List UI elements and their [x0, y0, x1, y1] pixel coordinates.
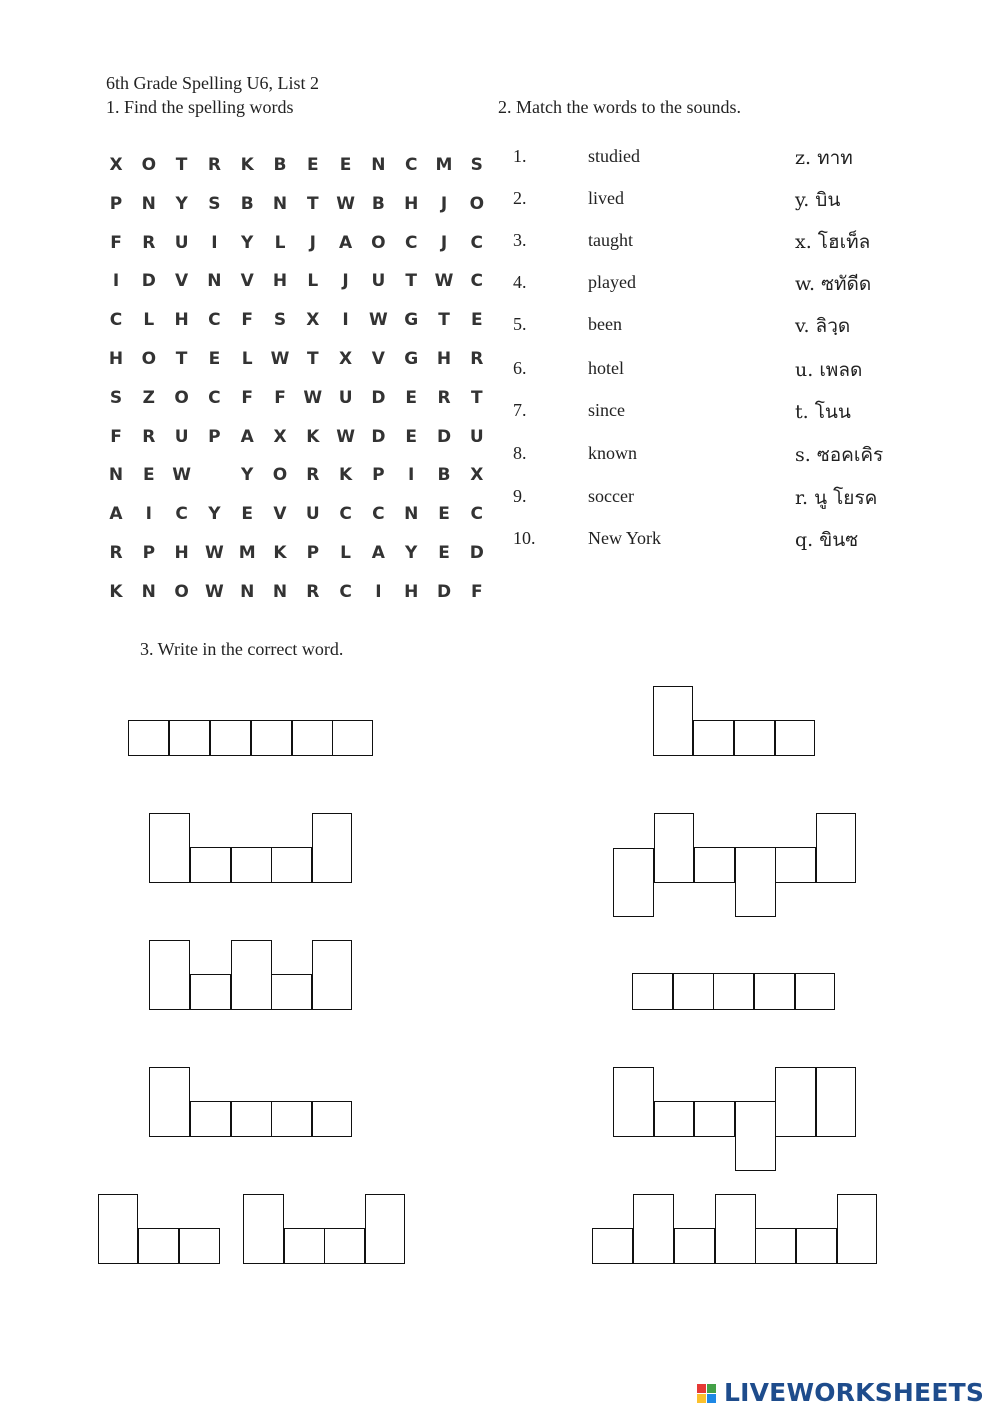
letter-box[interactable] — [231, 847, 272, 883]
grid-letter[interactable]: H — [272, 271, 288, 292]
match-sound[interactable]: q. ขินซ — [795, 529, 859, 551]
match-number: 6. — [513, 358, 527, 378]
grid-letter[interactable]: W — [303, 387, 323, 408]
match-number: 4. — [513, 272, 527, 292]
grid-letter[interactable]: P — [372, 465, 385, 486]
match-sound[interactable]: u. เพลด — [795, 359, 863, 381]
grid-letter[interactable]: C — [175, 504, 188, 525]
grid-letter[interactable]: U — [174, 426, 189, 447]
grid-letter[interactable]: P — [208, 426, 221, 447]
grid-letter[interactable]: A — [371, 543, 385, 563]
letter-box[interactable] — [149, 813, 190, 883]
match-number: 10. — [513, 528, 536, 548]
grid-letter[interactable]: F — [110, 232, 122, 253]
grid-letter[interactable]: P — [109, 193, 123, 214]
letter-box[interactable] — [673, 973, 714, 1010]
grid-letter[interactable]: E — [438, 543, 450, 563]
grid-letter[interactable]: F — [241, 310, 253, 331]
match-word: taught — [588, 230, 633, 250]
grid-letter[interactable]: D — [371, 426, 386, 447]
grid-letter[interactable]: N — [240, 581, 255, 602]
grid-letter[interactable]: Y — [405, 543, 418, 563]
match-sound[interactable]: s. ซอคเคิร — [795, 444, 884, 466]
grid-letter[interactable]: N — [371, 155, 386, 175]
grid-letter[interactable]: C — [109, 310, 123, 331]
grid-letter[interactable]: F — [470, 581, 483, 602]
match-sound[interactable]: z. ทาท — [795, 147, 853, 169]
letter-box[interactable] — [312, 813, 352, 883]
grid-letter[interactable]: J — [440, 193, 448, 214]
letter-box[interactable] — [149, 940, 190, 1010]
letter-box[interactable] — [633, 1194, 674, 1264]
worksheet-title: 6th Grade Spelling U6, List 2 — [106, 73, 319, 93]
grid-letter[interactable]: R — [142, 426, 156, 447]
grid-letter[interactable]: C — [372, 504, 385, 525]
grid-letter[interactable]: W — [369, 310, 388, 331]
match-number: 1. — [513, 146, 527, 166]
grid-letter[interactable]: C — [470, 232, 484, 253]
letter-box[interactable] — [795, 973, 835, 1010]
match-word: New York — [588, 528, 662, 548]
letter-box[interactable] — [190, 1101, 231, 1137]
grid-letter[interactable]: S — [273, 310, 287, 331]
letter-box[interactable] — [312, 1101, 352, 1137]
grid-letter[interactable]: K — [240, 155, 254, 175]
letter-box[interactable] — [138, 1228, 179, 1264]
letter-box[interactable] — [149, 1067, 190, 1137]
letter-box[interactable] — [693, 720, 734, 756]
match-number: 5. — [513, 314, 527, 334]
letter-box[interactable] — [775, 720, 815, 756]
grid-letter[interactable]: E — [142, 465, 155, 486]
grid-letter[interactable]: A — [109, 504, 123, 525]
grid-letter[interactable]: T — [175, 155, 188, 175]
grid-letter[interactable]: L — [340, 543, 352, 563]
letter-box[interactable] — [816, 813, 856, 883]
grid-letter[interactable]: D — [141, 271, 156, 292]
grid-letter[interactable]: X — [273, 426, 287, 447]
grid-letter[interactable]: C — [208, 387, 221, 408]
grid-letter[interactable]: C — [470, 271, 484, 292]
match-number: 7. — [513, 400, 527, 420]
letter-box[interactable] — [734, 720, 775, 756]
grid-letter[interactable]: J — [440, 232, 448, 253]
grid-letter[interactable]: B — [437, 465, 451, 486]
grid-letter[interactable]: W — [434, 271, 454, 292]
liveworksheets-brand: LIVEWORKSHEETS — [724, 1378, 985, 1407]
letter-box[interactable] — [231, 940, 272, 1010]
grid-letter[interactable]: W — [270, 349, 290, 369]
letter-box[interactable] — [179, 1228, 220, 1264]
grid-letter[interactable]: R — [470, 349, 484, 369]
grid-letter[interactable]: I — [211, 232, 218, 253]
grid-letter[interactable]: W — [336, 426, 355, 447]
grid-letter[interactable]: N — [272, 193, 288, 214]
grid-letter[interactable]: E — [438, 504, 450, 525]
section-2-heading: 2. Match the words to the sounds. — [498, 97, 741, 117]
grid-letter[interactable]: H — [174, 543, 189, 563]
letter-box[interactable] — [210, 720, 251, 756]
grid-letter[interactable]: F — [274, 387, 286, 408]
letter-box[interactable] — [324, 1228, 365, 1264]
section-3-heading: 3. Write in the correct word. — [140, 639, 344, 659]
match-sound[interactable]: y. บิน — [795, 189, 841, 211]
match-number: 9. — [513, 486, 527, 506]
grid-letter[interactable]: K — [109, 581, 123, 602]
grid-letter[interactable]: L — [241, 349, 253, 369]
grid-letter[interactable]: I — [408, 465, 415, 486]
grid-letter[interactable]: W — [172, 465, 191, 486]
grid-letter[interactable]: K — [273, 543, 287, 563]
letter-box[interactable] — [613, 1067, 654, 1137]
grid-letter[interactable]: T — [405, 271, 417, 292]
grid-letter[interactable]: N — [141, 581, 156, 602]
grid-letter[interactable]: E — [405, 387, 417, 408]
grid-letter[interactable]: C — [404, 232, 418, 253]
match-sound[interactable]: v. ลิวฺด — [795, 315, 851, 337]
grid-letter[interactable]: H — [174, 310, 189, 331]
grid-letter[interactable]: D — [469, 543, 484, 563]
grid-letter[interactable]: Y — [208, 504, 221, 525]
letter-box[interactable] — [190, 974, 231, 1010]
letter-box[interactable] — [694, 1101, 735, 1137]
letter-box[interactable] — [271, 1101, 312, 1137]
grid-letter[interactable]: R — [306, 581, 320, 602]
grid-letter[interactable]: W — [336, 193, 355, 214]
letter-box[interactable] — [284, 1228, 325, 1264]
letter-box[interactable] — [654, 813, 694, 883]
letter-box[interactable] — [694, 847, 735, 883]
letter-box[interactable] — [754, 973, 795, 1010]
match-sound[interactable]: w. ซทัดีด — [795, 273, 872, 295]
grid-letter[interactable]: X — [306, 310, 320, 331]
match-number: 8. — [513, 443, 527, 463]
grid-letter[interactable]: E — [208, 349, 221, 369]
grid-letter[interactable]: E — [405, 426, 417, 447]
letter-box[interactable] — [365, 1194, 405, 1264]
grid-letter[interactable]: V — [273, 504, 287, 525]
letter-box[interactable] — [713, 973, 754, 1010]
grid-letter[interactable]: E — [306, 155, 319, 175]
grid-letter[interactable]: T — [306, 193, 319, 214]
grid-letter[interactable]: E — [241, 504, 253, 525]
letter-box[interactable] — [271, 847, 312, 883]
grid-letter[interactable]: C — [470, 504, 484, 525]
grid-letter[interactable] — [198, 456, 230, 494]
grid-letter[interactable]: L — [274, 232, 286, 253]
match-word: known — [588, 443, 637, 463]
letter-box[interactable] — [243, 1194, 284, 1264]
grid-letter[interactable]: T — [306, 349, 319, 369]
grid-letter[interactable]: T — [470, 387, 483, 408]
grid-letter[interactable]: X — [109, 155, 123, 175]
grid-letter[interactable]: Y — [241, 465, 254, 486]
letter-box[interactable] — [816, 1067, 856, 1137]
grid-letter[interactable]: J — [309, 232, 316, 253]
grid-letter[interactable]: K — [306, 426, 320, 447]
letter-box[interactable] — [613, 848, 654, 917]
grid-letter[interactable]: O — [174, 581, 189, 602]
grid-letter[interactable]: E — [339, 155, 352, 175]
letter-box[interactable] — [735, 1101, 776, 1171]
grid-letter[interactable]: N — [404, 504, 419, 525]
grid-letter[interactable]: S — [470, 155, 483, 175]
grid-letter[interactable]: R — [306, 465, 320, 486]
grid-letter[interactable]: V — [240, 271, 254, 292]
match-word: played — [588, 272, 636, 292]
grid-letter[interactable]: H — [108, 349, 124, 369]
match-word: soccer — [588, 486, 634, 506]
grid-letter[interactable]: U — [174, 232, 189, 253]
grid-letter[interactable]: X — [339, 349, 353, 369]
grid-letter[interactable]: U — [469, 426, 484, 447]
grid-letter[interactable]: Z — [142, 387, 155, 408]
grid-letter[interactable]: D — [436, 581, 452, 602]
letter-box[interactable] — [653, 686, 693, 756]
letter-box[interactable] — [128, 720, 169, 756]
grid-letter[interactable]: G — [404, 310, 419, 331]
grid-letter[interactable]: U — [371, 271, 386, 292]
grid-letter[interactable]: R — [109, 543, 123, 563]
grid-letter[interactable]: U — [338, 387, 353, 408]
letter-box[interactable] — [632, 973, 673, 1010]
letter-box[interactable] — [312, 940, 352, 1010]
grid-letter[interactable]: F — [110, 426, 122, 447]
grid-letter[interactable]: R — [142, 232, 156, 253]
letter-box[interactable] — [251, 720, 292, 756]
match-number: 2. — [513, 188, 527, 208]
grid-letter[interactable]: I — [145, 504, 152, 525]
match-word: lived — [588, 188, 624, 208]
grid-letter[interactable]: H — [436, 349, 452, 369]
grid-letter[interactable]: B — [371, 193, 385, 214]
match-word: since — [588, 400, 625, 420]
grid-letter[interactable]: L — [143, 310, 155, 331]
grid-letter[interactable]: U — [305, 504, 320, 525]
grid-letter[interactable]: Y — [175, 193, 188, 214]
grid-letter[interactable]: E — [470, 310, 483, 331]
grid-letter[interactable]: V — [175, 271, 189, 292]
grid-letter[interactable]: C — [339, 504, 352, 525]
match-sound[interactable]: r. นู โยรค — [795, 487, 878, 509]
grid-letter[interactable]: N — [272, 581, 288, 602]
grid-letter[interactable]: N — [108, 465, 124, 486]
grid-letter[interactable]: S — [208, 193, 221, 214]
grid-letter[interactable]: N — [207, 271, 222, 292]
match-sound[interactable]: x. โฮเท็ล — [795, 231, 871, 253]
section-1-heading: 1. Find the spelling words — [106, 97, 294, 117]
letter-box[interactable] — [674, 1228, 715, 1264]
grid-letter[interactable]: W — [205, 581, 224, 602]
grid-letter[interactable]: C — [339, 581, 352, 602]
letter-box[interactable] — [98, 1194, 138, 1264]
grid-letter[interactable]: O — [469, 193, 485, 214]
match-word: studied — [588, 146, 640, 166]
letter-box[interactable] — [775, 847, 816, 883]
grid-letter[interactable]: J — [342, 271, 349, 292]
grid-letter[interactable]: O — [174, 387, 189, 408]
grid-letter[interactable]: I — [375, 581, 382, 602]
grid-letter[interactable]: I — [342, 310, 349, 331]
match-sound[interactable]: t. โนน — [795, 401, 851, 423]
grid-letter[interactable]: H — [404, 193, 419, 214]
match-word: been — [588, 314, 622, 334]
grid-letter[interactable]: W — [205, 543, 224, 563]
grid-letter[interactable]: M — [238, 543, 256, 563]
grid-letter[interactable]: L — [307, 271, 319, 292]
grid-letter[interactable]: N — [141, 193, 156, 214]
grid-letter[interactable]: V — [371, 349, 385, 369]
letter-box[interactable] — [654, 1101, 694, 1137]
letter-box[interactable] — [735, 847, 776, 917]
grid-letter[interactable]: R — [207, 155, 221, 175]
letter-box[interactable] — [775, 1067, 816, 1137]
grid-letter[interactable]: S — [109, 387, 123, 408]
match-word: hotel — [588, 358, 624, 378]
grid-letter[interactable]: Y — [241, 232, 254, 253]
letter-box[interactable] — [271, 974, 312, 1010]
letter-box[interactable] — [715, 1194, 756, 1264]
grid-letter[interactable]: X — [470, 465, 484, 486]
grid-letter[interactable]: A — [339, 232, 353, 253]
grid-letter[interactable]: B — [240, 193, 254, 214]
grid-letter[interactable]: B — [273, 155, 287, 175]
grid-letter[interactable]: C — [404, 155, 418, 175]
grid-letter[interactable]: P — [142, 543, 156, 563]
grid-letter[interactable]: P — [306, 543, 320, 563]
grid-letter[interactable]: D — [371, 387, 386, 408]
grid-letter[interactable]: O — [141, 349, 157, 369]
grid-letter[interactable]: K — [339, 465, 353, 486]
letter-box[interactable] — [231, 1101, 272, 1137]
letter-box[interactable] — [796, 1228, 837, 1264]
grid-letter[interactable]: I — [112, 271, 120, 292]
match-number: 3. — [513, 230, 527, 250]
letter-box[interactable] — [755, 1228, 796, 1264]
grid-letter[interactable]: T — [438, 310, 450, 331]
grid-letter[interactable]: C — [208, 310, 221, 331]
grid-letter[interactable]: G — [404, 349, 419, 369]
letter-box[interactable] — [332, 720, 373, 756]
word-search-grid[interactable] — [100, 146, 495, 606]
grid-letter[interactable]: R — [437, 387, 451, 408]
letter-box[interactable] — [169, 720, 210, 756]
grid-letter[interactable]: O — [272, 465, 288, 486]
grid-letter[interactable]: A — [240, 426, 254, 447]
letter-box[interactable] — [837, 1194, 877, 1264]
letter-box[interactable] — [190, 847, 231, 883]
grid-letter[interactable]: O — [141, 155, 157, 175]
grid-letter[interactable]: H — [404, 581, 419, 602]
letter-box[interactable] — [292, 720, 333, 756]
grid-letter[interactable]: M — [435, 155, 453, 175]
letter-box[interactable] — [592, 1228, 633, 1264]
grid-letter[interactable]: O — [371, 232, 386, 253]
grid-letter[interactable]: F — [241, 387, 253, 408]
grid-letter[interactable]: D — [436, 426, 452, 447]
grid-letter[interactable]: T — [175, 349, 188, 369]
